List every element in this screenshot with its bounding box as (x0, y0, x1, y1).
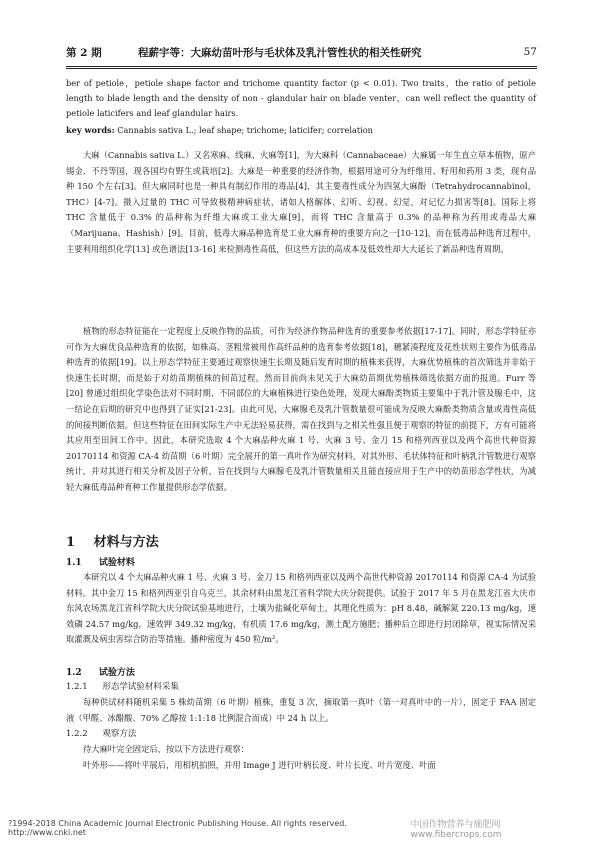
subsubsection-heading-sampling (66, 680, 179, 692)
page-header (66, 42, 537, 62)
watermark-text: 中国作物营养与施肥网 www.fibercrops.com (410, 819, 502, 840)
section-heading-materials-methods (66, 531, 159, 550)
subsubsection-title: 形态学试验材料采集 (102, 682, 179, 692)
subsection-number: 1.1 (66, 558, 82, 568)
materials-text: 本研究以 4 个大麻品种火麻 1 号、火麻 3 号、金刀 15 和格列西亚以及两个高世代种资源 20170114 和资源 CA-4 为试验材料。其中金刀 15 和格列西亚引自乌克兰，其余材料由黑龙江省科学院大庆分院提供。试验于 2017 年 5 月在黑龙江省大庆市东风农场黑龙江省科学院大庆分院试验基地进行，土壤为盐碱化草甸土，其理化性质为：pH 8.48，碱解氮 220.13 mg/kg，速效磷 24.57 mg/kg，速效钾 349.32 mg/kg，有机质 17.6 mg/kg，测土配方施肥；播种后立即进行封闭除草，视实际情况采取灌溉及病虫害综合防治等措施。播种密度为 450 粒/m²。 (66, 572, 536, 645)
keywords-text: Cannabis sativa L.; leaf shape; trichome; laticifer; correlation (117, 125, 373, 135)
section-title: 材料与方法 (93, 535, 159, 550)
running-title: 程薪宇等：大麻幼苗叶形与毛状体及乳汁管性状的相关性研究 (138, 46, 422, 59)
subsection-heading-materials (66, 555, 135, 568)
subsection-title: 试验材料 (98, 558, 135, 568)
sampling-text: 每种供试材料随机采集 5 株幼苗期（6 叶期）植株，重复 3 次，摘取第一真叶（第一对真叶中的一片），固定于 FAA 固定液（甲醛、冰醋酸、70% 乙醇按 1:1:18 比例混合而成）中 24 h 以上。 (66, 697, 536, 723)
header-rule (66, 66, 537, 67)
keywords (66, 123, 536, 138)
observation-text-1: 待大麻叶完全固定后，按以下方法进行观察： (83, 744, 249, 754)
subsection-heading-methods (66, 665, 135, 678)
subsubsection-number: 1.2.2 (66, 729, 88, 739)
subsubsection-heading-observation (66, 727, 136, 739)
intro-paragraph-2: 植物的形态特征能在一定程度上反映作物的品质，可作为经济作物品种选育的重要参考依据[17-17]。同时，形态学特征亦可作为大麻优良品种选育的依据，如株高、茎粗常被用作高纤品种的选育参考依据[18]，穗紧凑程度及花性状则主要作为低毒品种选育的依据[19]。以上形态学特征主要通过观察快速生长期及随后发育时期的植株来获得，大麻优势植株的首次筛选并非始于快速生长时期，而是始于对幼苗期植株的间苗过程。然而目前尚未见关于大麻幼苗期优势植株筛选依据方面的报道。Furr 等[20] 曾通过组织化学染色法对不同时期、不同部位的大麻植株进行染色处理，发现大麻酚类物质主要集中于乳汁管及腺毛中，这一结论在后期的研究中也得到了证实[21-23]。由此可见，大麻腺毛及乳汁管数量很可能成为反映大麻酚类物质含量或毒性高低的间接判断依据。但这些特征在田间实际生产中无法轻易获得，需在找到与之相关性强且便于观察的特征的前提下，方有可能将其应用至田间工作中。因此，本研究选取 4 个大麻品种火麻 1 号、火麻 3 号、金刀 15 和格列西亚以及两个高世代种资源 20170114 和资源 CA-4 幼苗期（6 叶期）完全展开的第一真叶作为研究材料，对其外形、毛状体特征和叶柄乳汁管数进行观察统计，并对其进行相关分析及因子分析，旨在找到与大麻腺毛及乳汁管数量相关且能直接应用于生产中的幼苗形态学性状，为减轻大麻低毒品种育种工作量提供形态学依据。 (66, 326, 536, 492)
intro-paragraph-1: 大麻（Cannabis sativa L.）又名寒麻、线麻、火麻等[1]，为大麻科（Cannabaceae）大麻属一年生直立草本植物，原产锡金、不丹等国，现各国均有野生或栽培[2]。大麻是一种重要的经济作物，根据用途可分为纤维用、籽用和药用 3 类，现有品种 150 个左右[3]。但大麻同时也是一种具有制幻作用的毒品[4]，其主要毒性成分为四氢大麻酚（Tetrahydrocannabinol，THC）[4-7]。摄入过量的 THC 可导致极精神病症状，诸如人格解体、幻听、幻视、幻觉，对记忆力损害等[8]。国际上将 THC 含量低于 0.3% 的品种称为纤维大麻或工业大麻[9]，而将 THC 含量高于 0.3% 的品种称为药用或毒品大麻（Marijuana、Hashish）[9]。目前，低毒大麻品种选育是工业大麻育种的重要方向之一[10-12]，而在低毒品种选育过程中，主要利用组织化学[13] 或色谱法[13-16] 来检测毒性高低，但这些方法的高成本及低效性却大大延长了新品种选育周期。 (66, 150, 536, 254)
subsection-title: 试验方法 (98, 668, 135, 678)
header-rule-thin (66, 68, 537, 69)
page-footer (8, 819, 587, 840)
section-number: 1 (66, 535, 76, 550)
page-number: 57 (523, 46, 537, 58)
subsubsection-title: 观察方法 (102, 729, 137, 739)
subsubsection-number: 1.2.1 (66, 682, 88, 692)
copyright-notice: ?1994-2018 China Academic Journal Electronic Publishing House. All rights reserved. http://www.cnki.net (8, 819, 347, 837)
abstract-tail: ber of petiole，petiole shape factor and trichome quantity factor (p < 0.01). Two traits，the ratio of petiole length to blade length and the density of non - glandular hair on blade venter，can well reflect the quantity of petiole laticifers and leaf glandular hairs. (66, 78, 536, 118)
observation-text-2: 叶外形——将叶平展后，用相机拍照，并用 Image J 进行叶柄长度、叶片长度、叶片宽度、叶面 (83, 760, 436, 770)
subsection-number: 1.2 (66, 668, 82, 678)
issue-number: 第 2 期 (66, 46, 102, 59)
keywords-label: key words: (66, 125, 115, 135)
